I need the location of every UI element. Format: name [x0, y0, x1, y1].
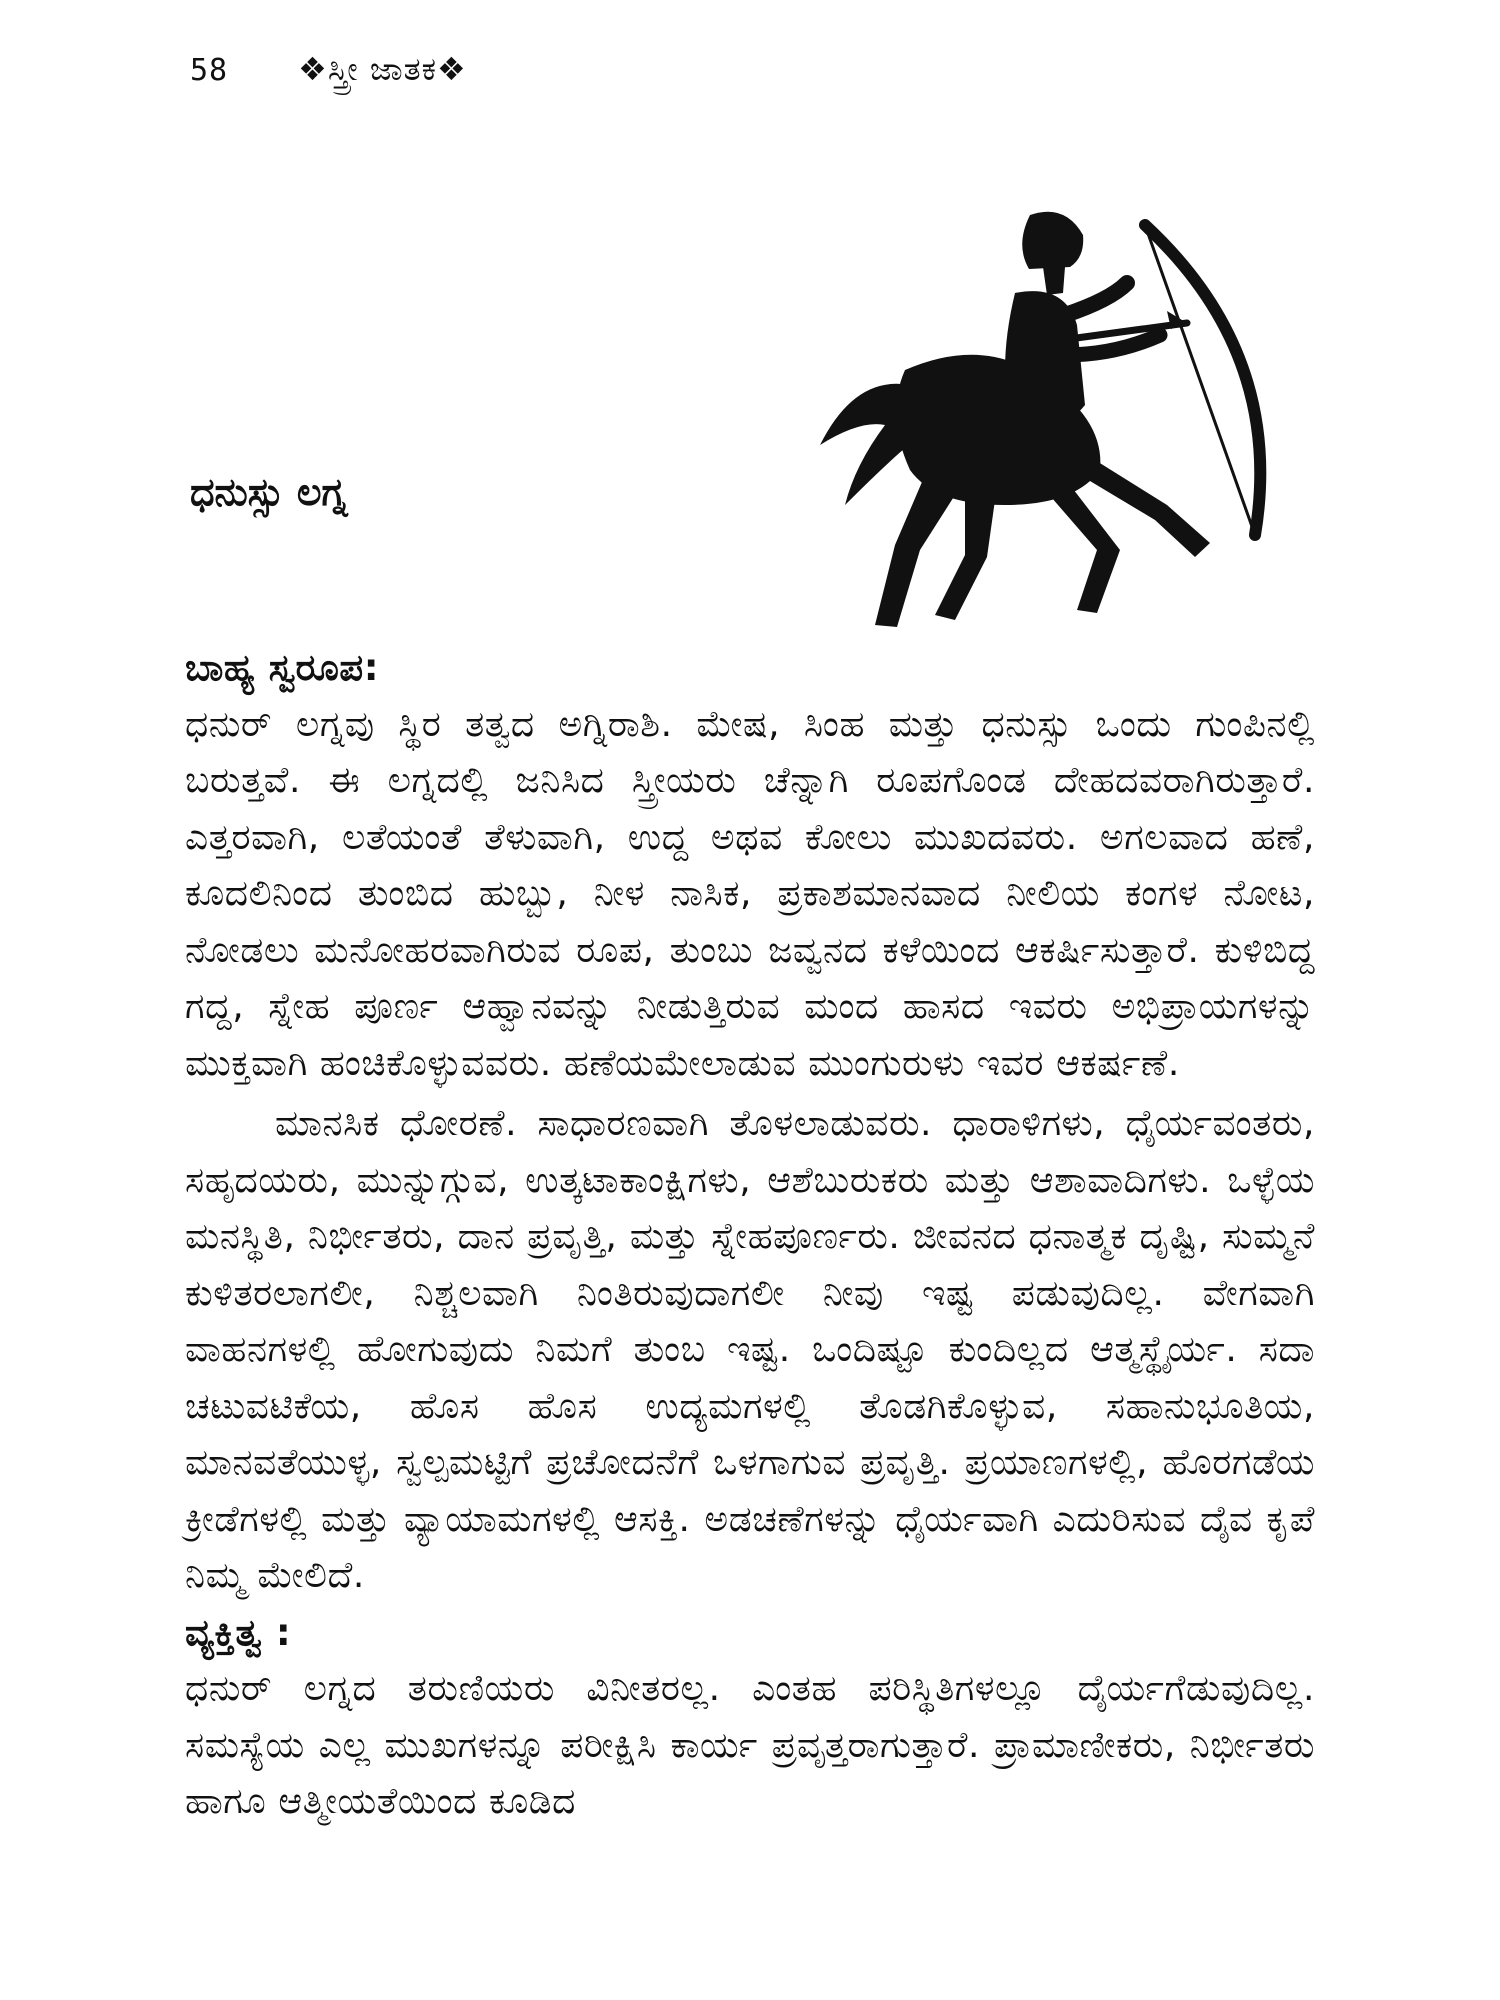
personality-paragraph: ಧನುರ್ ಲಗ್ನದ ತರುಣಿಯರು ವಿನೀತರಲ್ಲ. ಎಂತಹ ಪರಿಸ್ಥಿತಿಗಳಲ್ಲೂ ದೈರ್ಯಗೆಡುವುದಿಲ್ಲ. ಸಮಸ್ಯೆಯ ಎಲ್ಲ ಮುಖಗಳನ್ನೂ ಪರೀಕ್ಷಿಸಿ ಕಾರ್ಯ ಪ್ರವೃತ್ತರಾಗುತ್ತಾರೆ. ಪ್ರಾಮಾಣೀಕರು, ನಿರ್ಭೀತರು ಹಾಗೂ ಆತ್ಮೀಯತೆಯಿಂದ ಕೂಡಿದ — [185, 1668, 1315, 1822]
page-body — [185, 640, 1315, 1831]
appearance-heading: ಬಾಹ್ಯ ಸ್ವರೂಪ: — [185, 646, 380, 689]
page-number: 58 — [190, 53, 229, 88]
running-title: ❖ಸ್ತ್ರೀ ಜಾತಕ❖ — [298, 50, 467, 88]
section-title: ಧನುಸ್ಸು ಲಗ್ನ — [190, 470, 348, 514]
mind-paragraph: ಮಾನಸಿಕ ಧೋರಣೆ. ಸಾಧಾರಣವಾಗಿ ತೊಳಲಾಡುವರು. ಧಾರಾಳಿಗಳು, ಧೈರ್ಯವಂತರು, ಸಹೃದಯರು, ಮುನ್ನುಗ್ಗುವ, ಉತ್ಕಟಾಕಾಂಕ್ಷಿಗಳು, ಆಶೆಬುರುಕರು ಮತ್ತು ಆಶಾವಾದಿಗಳು. ಒಳ್ಳೆಯ ಮನಸ್ಥಿತಿ, ನಿರ್ಭೀತರು, ದಾನ ಪ್ರವೃತ್ತಿ, ಮತ್ತು ಸ್ನೇಹಪೂರ್ಣರು. ಜೀವನದ ಧನಾತ್ಮಕ ದೃಷ್ಟಿ, ಸುಮ್ಮನೆ ಕುಳಿತರಲಾಗಲೀ, ನಿಶ್ಚಲವಾಗಿ ನಿಂತಿರುವುದಾಗಲೀ ನೀವು ಇಷ್ಟ ಪಡುವುದಿಲ್ಲ. ವೇಗವಾಗಿ ವಾಹನಗಳಲ್ಲಿ ಹೋಗುವುದು ನಿಮಗೆ ತುಂಬ ಇಷ್ಟ. ಒಂದಿಷ್ಟೂ ಕುಂದಿಲ್ಲದ ಆತ್ಮಸ್ಥೈರ್ಯ. ಸದಾ ಚಟುವಟಿಕೆಯ, ಹೊಸ ಹೊಸ ಉದ್ಯಮಗಳಲ್ಲಿ ತೊಡಗಿಕೊಳ್ಳುವ, ಸಹಾನುಭೂತಿಯ, ಮಾನವತೆಯುಳ್ಳ, ಸ್ವಲ್ಪಮಟ್ಟಿಗೆ ಪ್ರಚೋದನೆಗೆ ಒಳಗಾಗುವ ಪ್ರವೃತ್ತಿ. ಪ್ರಯಾಣಗಳಲ್ಲಿ, ಹೊರಗಡೆಯ ಕ್ರೀಡೆಗಳಲ್ಲಿ ಮತ್ತು ವ್ಯಾಯಾಮಗಳಲ್ಲಿ ಆಸಕ್ತಿ. ಅಡಚಣೆಗಳನ್ನು ಧೈರ್ಯವಾಗಿ ಎದುರಿಸುವ ದೈವ ಕೃಪೆ ನಿಮ್ಮ ಮೇಲಿದೆ. — [185, 1103, 1315, 1596]
page-header — [190, 50, 467, 89]
sagittarius-archer-icon — [815, 205, 1285, 635]
appearance-paragraph: ಧನುರ್ ಲಗ್ನವು ಸ್ಥಿರ ತತ್ವದ ಅಗ್ನಿರಾಶಿ. ಮೇಷ, ಸಿಂಹ ಮತ್ತು ಧನುಸ್ಸು ಒಂದು ಗುಂಪಿನಲ್ಲಿ ಬರುತ್ತವೆ. ಈ ಲಗ್ನದಲ್ಲಿ ಜನಿಸಿದ ಸ್ತ್ರೀಯರು ಚೆನ್ನಾಗಿ ರೂಪಗೊಂಡ ದೇಹದವರಾಗಿರುತ್ತಾರೆ. ಎತ್ತರವಾಗಿ, ಲತೆಯಂತೆ ತೆಳುವಾಗಿ, ಉದ್ದ ಅಥವ ಕೋಲು ಮುಖದವರು. ಅಗಲವಾದ ಹಣೆ, ಕೂದಲಿನಿಂದ ತುಂಬಿದ ಹುಬ್ಬು, ನೀಳ ನಾಸಿಕ, ಪ್ರಕಾಶಮಾನವಾದ ನೀಲಿಯ ಕಂಗಳ ನೋಟ, ನೋಡಲು ಮನೋಹರವಾಗಿರುವ ರೂಪ, ತುಂಬು ಜವ್ವನದ ಕಳೆಯಿಂದ ಆಕರ್ಷಿಸುತ್ತಾರೆ. ಕುಳಿಬಿದ್ದ ಗದ್ದ, ಸ್ನೇಹ ಪೂರ್ಣ ಆಹ್ವಾನವನ್ನು ನೀಡುತ್ತಿರುವ ಮಂದ ಹಾಸದ ಇವರು ಅಭಿಪ್ರಾಯಗಳನ್ನು ಮುಕ್ತವಾಗಿ ಹಂಚಿಕೊಳ್ಳುವವರು. ಹಣೆಯಮೇಲಾಡುವ ಮುಂಗುರುಳು ಇವರ ಆಕರ್ಷಣೆ. — [185, 703, 1315, 1084]
personality-heading: ವ್ಯಕ್ತಿತ್ವ : — [185, 1610, 292, 1654]
